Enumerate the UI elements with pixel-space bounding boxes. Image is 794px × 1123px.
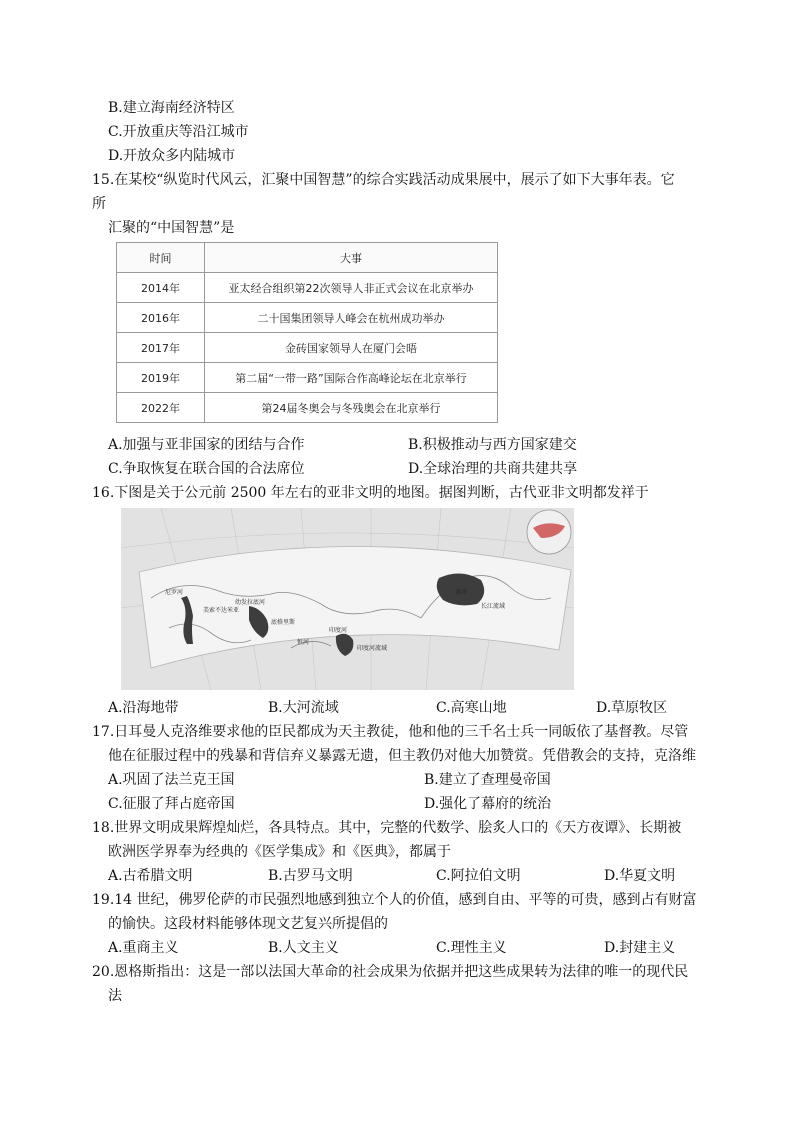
q17-option-c: C.征服了拜占庭帝国 — [108, 796, 235, 812]
q17-option-a: A.巩固了法兰克王国 — [108, 772, 235, 788]
events-table — [116, 242, 498, 423]
cell-year: 2016年 — [117, 303, 205, 333]
q18-option-d: D.华夏文明 — [604, 868, 676, 884]
q17-option-b: B.建立了查理曼帝国 — [424, 772, 551, 788]
q18-option-b: B.古罗马文明 — [268, 868, 353, 884]
q14-option-b: B.建立海南经济特区 — [108, 100, 235, 116]
cell-year: 2019年 — [117, 363, 205, 393]
map-label: 美索不达米亚 — [203, 607, 240, 614]
events-table-header — [117, 243, 498, 273]
q19-option-a: A.重商主义 — [108, 940, 179, 956]
q19-stem-line2: 的愉快。这段材料能够体现文艺复兴所提倡的 — [108, 916, 388, 932]
q19-stem-line1: 19.14 世纪，佛罗伦萨的市民强烈地感到独立个人的价值，感到自由、平等的可贵，感到占有财富 — [92, 892, 697, 908]
cell-event: 第24届冬奥会与冬残奥会在北京举行 — [205, 393, 498, 423]
q19-option-b: B.人文主义 — [268, 940, 339, 956]
q14-option-c: C.开放重庆等沿江城市 — [108, 124, 249, 140]
q16-stem: 16.下图是关于公元前 2500 年左右的亚非文明的地图。据图判断，古代亚非文明都发祥于 — [92, 485, 649, 501]
q15-stem-line1: 15.在某校“纵览时代风云，汇聚中国智慧”的综合实践活动成果展中，展示了如下大事年表。它 — [92, 172, 675, 188]
q14-option-d: D.开放众多内陆城市 — [108, 148, 236, 164]
q17-stem-line1: 17.日耳曼人克洛维要求他的臣民都成为天主教徒，他和他的三千名士兵一同皈依了基督教。尽管 — [92, 724, 689, 740]
q15-option-a: A.加强与亚非国家的团结与合作 — [108, 437, 305, 453]
map-label: 恒河 — [297, 639, 310, 646]
map-label: 印度河 — [329, 627, 348, 634]
column-header-time: 时间 — [117, 243, 205, 273]
ancient-civilizations-map — [121, 508, 574, 690]
q20-stem-line1: 20.恩格斯指出：这是一部以法国大革命的社会成果为依据并把这些成果转为法律的唯一的现代民 — [92, 964, 689, 980]
q19-option-d: D.封建主义 — [604, 940, 676, 956]
table-row — [117, 363, 498, 393]
q20-stem-line2: 法 — [108, 988, 122, 1004]
q18-stem-line2: 欧洲医学界奉为经典的《医学集成》和《医典》，都属于 — [108, 844, 451, 860]
cell-year: 2017年 — [117, 333, 205, 363]
map-label: 幼发拉底河 — [235, 599, 266, 606]
cell-event: 第二届“一带一路”国际合作高峰论坛在北京举行 — [205, 363, 498, 393]
cell-event: 二十国集团领导人峰会在杭州成功举办 — [205, 303, 498, 333]
cell-event: 亚太经合组织第22次领导人非正式会议在北京举办 — [205, 273, 498, 303]
map-label: 印度河流域 — [357, 645, 388, 652]
q15-stem-line3: 汇聚的“中国智慧”是 — [108, 220, 235, 236]
q16-option-b: B.大河流域 — [268, 700, 339, 716]
map-label: 黄河 — [455, 589, 468, 596]
q17-option-d: D.强化了幕府的统治 — [424, 796, 552, 812]
map-label: 底格里斯 — [271, 619, 296, 626]
q15-option-c: C.争取恢复在联合国的合法席位 — [108, 461, 305, 477]
table-row — [117, 273, 498, 303]
q18-option-a: A.古希腊文明 — [108, 868, 193, 884]
cell-year: 2022年 — [117, 393, 205, 423]
q19-option-c: C.理性主义 — [436, 940, 507, 956]
map-figure — [121, 508, 574, 690]
q18-option-c: C.阿拉伯文明 — [436, 868, 521, 884]
table-row — [117, 303, 498, 333]
column-header-event: 大事 — [205, 243, 498, 273]
q16-option-c: C.高寒山地 — [436, 700, 507, 716]
cell-event: 金砖国家领导人在厦门会晤 — [205, 333, 498, 363]
q15-option-b: B.积极推动与西方国家建交 — [408, 437, 577, 453]
q15-option-d: D.全球治理的共商共建共享 — [408, 461, 578, 477]
cell-year: 2014年 — [117, 273, 205, 303]
map-label: 尼罗河 — [165, 589, 184, 596]
q16-option-a: A.沿海地带 — [108, 700, 179, 716]
q15-stem-line2: 所 — [92, 196, 106, 212]
table-row — [117, 333, 498, 363]
q18-stem-line1: 18.世界文明成果辉煌灿烂，各具特点。其中，完整的代数学、脍炙人口的《天方夜谭》、长期被 — [92, 820, 682, 836]
map-label: 长江流域 — [481, 603, 506, 610]
q17-stem-line2: 他在征服过程中的残暴和背信弃义暴露无遗，但主教仍对他大加赞赏。凭借教会的支持，克洛维 — [108, 748, 696, 764]
q16-option-d: D.草原牧区 — [596, 700, 668, 716]
table-row — [117, 393, 498, 423]
